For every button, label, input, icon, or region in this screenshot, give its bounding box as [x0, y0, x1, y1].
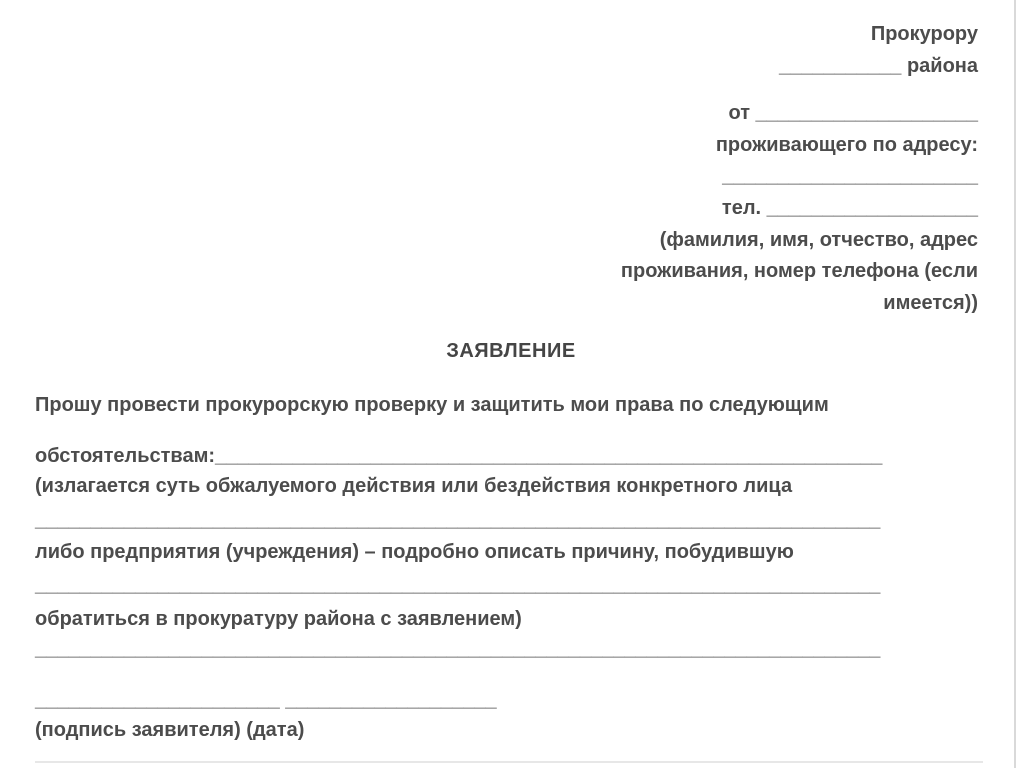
hint-line-2: проживания, номер телефона (если: [620, 260, 978, 283]
address-label-line: проживающего по адресу:: [715, 133, 978, 156]
page-edge-right: [1014, 0, 1016, 768]
hint-action-line: (излагается суть обжалуемого действия или бездействия конкретного лица: [35, 475, 793, 497]
address-fill-line: _______________________: [722, 165, 978, 188]
addressee-block: [621, 19, 978, 319]
addressee-line: Прокурору: [870, 23, 978, 45]
fill-line-3: ____________________________________________________________________________: [35, 638, 881, 660]
district-fill-line: ___________ района: [779, 54, 978, 77]
hint-apply-line: обратиться в прокуратуру района с заявлением): [35, 608, 522, 630]
fill-line-2: ____________________________________________________________________________: [35, 574, 881, 596]
page-edge-bottom: [35, 761, 983, 763]
document-title: ЗАЯВЛЕНИЕ: [446, 340, 576, 362]
hint-line-1: (фамилия, имя, отчество, адрес: [659, 228, 978, 251]
signature-date-fill-line: ______________________ ___________________: [35, 689, 497, 711]
body-request-line: Прошу провести прокурорскую проверку и защитить мои права по следующим: [35, 394, 829, 416]
phone-fill-line: тел. ___________________: [721, 196, 978, 219]
from-fill-line: от ____________________: [728, 102, 978, 125]
signature-caption-line: (подпись заявителя) (дата): [35, 719, 305, 741]
hint-organization-line: либо предприятия (учреждения) – подробно описать причину, побудившую: [35, 541, 794, 563]
hint-line-3: имеется)): [883, 291, 978, 314]
fill-line-1: ____________________________________________________________________________: [35, 509, 881, 531]
circumstances-fill-line: обстоятельствам:____________________________________________________________: [35, 445, 883, 467]
